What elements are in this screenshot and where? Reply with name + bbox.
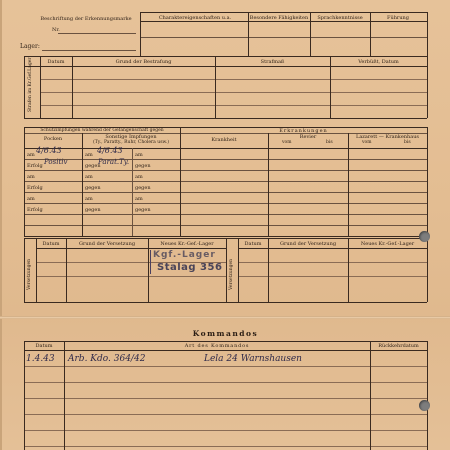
stalag-stamp bbox=[150, 250, 225, 274]
fuehrung-header: Führung bbox=[387, 15, 409, 21]
versetz-col-rule-r1 bbox=[268, 238, 269, 302]
charakter-header: Charaktereigenschaften u.a. bbox=[158, 15, 232, 21]
versetz-datum-l: Datum bbox=[42, 241, 60, 247]
kommandos-right-border bbox=[427, 341, 428, 450]
sonstige-subheader: (Ty., Paratty., Ruhr, Cholera usw.) bbox=[92, 140, 170, 145]
versetz-side-label-left: Versetzungen bbox=[27, 258, 32, 290]
versetz-side-label-right: Versetzungen bbox=[229, 258, 234, 290]
kommandos-row-rule-3 bbox=[24, 398, 427, 399]
stamp-line-2: Stalag 356 bbox=[157, 262, 223, 273]
strafen-col-rule-3 bbox=[330, 56, 331, 118]
lager-label: Lager: bbox=[20, 43, 40, 50]
strafen-col-rule-2 bbox=[215, 56, 216, 118]
punch-hole-lower bbox=[419, 400, 430, 411]
hw-sonstige-date: 4/6.43 bbox=[97, 146, 123, 155]
kommandos-row-rule-1 bbox=[24, 366, 427, 367]
header-col-rule-1 bbox=[140, 12, 141, 56]
header-col-rule-4 bbox=[370, 12, 371, 56]
impf-col-rule-5 bbox=[348, 133, 349, 236]
versetz-col-rule-r2 bbox=[348, 238, 349, 302]
lager-field-line bbox=[42, 50, 136, 51]
versetz-row-rule-r2 bbox=[238, 276, 427, 277]
sonstige-gegen-2: gegen bbox=[85, 185, 101, 191]
kommandos-row-rule-2 bbox=[24, 382, 427, 383]
card-edge-left bbox=[0, 0, 2, 450]
versetz-side-divider-r bbox=[238, 238, 239, 302]
faehigkeiten-header: Besondere Fähigkeiten bbox=[249, 15, 309, 21]
impf-col-rule-4 bbox=[268, 133, 269, 236]
kommandos-row-rule-6 bbox=[24, 446, 427, 447]
impf-row-rule-4 bbox=[24, 192, 427, 193]
pocken-am-3: am bbox=[27, 196, 35, 202]
impf-col-rule-1 bbox=[82, 133, 83, 236]
versetz-left-border bbox=[24, 238, 25, 302]
versetz-col-rule-l1 bbox=[66, 238, 67, 302]
nr-field-line bbox=[58, 33, 136, 34]
sonstige-gegen-6: gegen bbox=[135, 207, 151, 213]
strafen-top-rule bbox=[24, 56, 427, 57]
header-col-rule-3 bbox=[310, 12, 311, 56]
hw-kommando-place: Lela 24 Warnshausen bbox=[204, 354, 302, 364]
versetz-grund-r: Grund der Versetzung bbox=[279, 241, 337, 247]
strafen-left-border bbox=[24, 56, 25, 118]
kommandos-title: Kommandos bbox=[192, 329, 259, 338]
pocken-erfolg-3: Erfolg bbox=[27, 207, 43, 213]
versetz-row-rule-l2 bbox=[36, 276, 226, 277]
nr-label: Nr. bbox=[52, 27, 60, 33]
hw-paraty: Parat.Ty. bbox=[98, 158, 130, 166]
header-top-rule bbox=[140, 12, 427, 13]
impf-header-rule bbox=[24, 148, 427, 149]
erkrankungen-title: Erkrankungen bbox=[279, 128, 328, 134]
strafen-grund-header: Grund der Bestrafung bbox=[115, 59, 172, 65]
strafen-datum-header: Datum bbox=[47, 59, 65, 65]
strafen-right-border bbox=[427, 56, 428, 118]
header-under-rule bbox=[140, 21, 427, 22]
kommandos-row-rule-5 bbox=[24, 430, 427, 431]
strafen-row-rule-2 bbox=[40, 92, 427, 93]
stamp-line-1: Kgf.-Lager bbox=[153, 250, 216, 260]
header-col-rule-2 bbox=[248, 12, 249, 56]
kommandos-art-header: Art des Kommandos bbox=[184, 343, 250, 349]
versetz-header-rule-right bbox=[238, 248, 427, 249]
hw-pocken-date: 4/6.43 bbox=[36, 146, 62, 155]
kommandos-col-rule-1 bbox=[64, 341, 65, 450]
header-col-rule-5 bbox=[427, 12, 428, 56]
sonstige-am-5: am bbox=[135, 174, 143, 180]
pocken-am-2: am bbox=[27, 174, 35, 180]
erkennungsmarke-label: Beschriftung der Erkennungsmarke bbox=[40, 16, 132, 22]
sonstige-header: Sonstige Impfungen bbox=[105, 134, 157, 140]
revier-header: Revier bbox=[299, 134, 317, 140]
strafen-col-rule-1 bbox=[72, 56, 73, 118]
kommandos-datum-header: Datum bbox=[35, 343, 53, 349]
versetz-neues-l: Neues Kr.-Gef.-Lager bbox=[160, 241, 214, 247]
revier-vom: vom bbox=[282, 140, 292, 145]
pocken-am-1: am bbox=[27, 152, 35, 158]
impf-row-rule-3 bbox=[24, 181, 427, 182]
strafen-verbuesst-header: Verbüßt, Datum bbox=[358, 59, 399, 65]
kommandos-col-rule-2 bbox=[370, 341, 371, 450]
sonstige-gegen-3: gegen bbox=[85, 207, 101, 213]
punch-hole-upper bbox=[419, 231, 430, 242]
impf-bottom-rule bbox=[24, 236, 427, 237]
sonstige-gegen-4: gegen bbox=[135, 163, 151, 169]
strafen-row-rule-3 bbox=[40, 105, 427, 106]
kommandos-left-border bbox=[24, 341, 25, 450]
versetz-row-rule-r1 bbox=[238, 262, 427, 263]
krankheit-header: Krankheit bbox=[211, 137, 237, 143]
kommandos-row-rule-4 bbox=[24, 414, 427, 415]
strafen-bottom-rule bbox=[24, 118, 427, 119]
sonstige-am-3: am bbox=[85, 196, 93, 202]
lazarett-vom: vom bbox=[362, 140, 372, 145]
versetz-header-rule-left bbox=[36, 248, 226, 249]
strafen-side-label: Strafen im Kr.Gef.Lager bbox=[28, 57, 33, 112]
versetz-bottom-rule bbox=[24, 302, 427, 303]
impf-title: Schutzimpfungen während der Gefangenschaft gegen bbox=[40, 128, 164, 133]
paper-fold bbox=[0, 316, 450, 319]
versetz-neues-r: Neues Kr.-Gef.-Lager bbox=[360, 241, 415, 247]
pocken-erfolg-2: Erfolg bbox=[27, 185, 43, 191]
pocken-erfolg-1: Erfolg bbox=[27, 163, 43, 169]
lazarett-header: Lazarett — Krankenhaus bbox=[356, 134, 419, 140]
sonstige-gegen-1: gegen bbox=[85, 163, 101, 169]
sprachen-header: Sprachkenntnisse bbox=[317, 15, 363, 21]
versetz-col-rule-l2 bbox=[148, 238, 149, 302]
strafen-side-divider bbox=[40, 56, 41, 118]
impf-row-rule-6 bbox=[24, 214, 427, 215]
versetz-side-divider-l bbox=[36, 238, 37, 302]
versetz-right-border bbox=[427, 238, 428, 302]
kommandos-top-rule bbox=[24, 341, 427, 342]
lazarett-bis: bis bbox=[404, 140, 411, 145]
sonstige-am-6: am bbox=[135, 196, 143, 202]
impf-col-rule-2 bbox=[132, 148, 133, 236]
strafen-row-rule-1 bbox=[40, 79, 427, 80]
hw-kommando-date: 1.4.43 bbox=[26, 354, 55, 364]
sonstige-am-1: am bbox=[85, 152, 93, 158]
versetz-grund-l: Grund der Versetzung bbox=[78, 241, 136, 247]
sonstige-gegen-5: gegen bbox=[135, 185, 151, 191]
kommandos-rueckkehr-header: Rückkehrdatum bbox=[378, 343, 419, 349]
impf-row-rule-1 bbox=[24, 159, 427, 160]
sonstige-am-2: am bbox=[85, 174, 93, 180]
impf-right-border bbox=[427, 127, 428, 236]
revier-bis: bis bbox=[326, 140, 333, 145]
impf-col-rule-3 bbox=[180, 127, 181, 236]
impf-left-border bbox=[24, 127, 25, 236]
versetz-datum-r: Datum bbox=[244, 241, 262, 247]
sonstige-am-4: am bbox=[135, 152, 143, 158]
impf-row-rule-5 bbox=[24, 203, 427, 204]
strafen-strafmass-header: Strafmaß bbox=[260, 59, 285, 65]
hw-pocken-erfolg: Positiv bbox=[44, 158, 68, 166]
pocken-header: Pocken bbox=[43, 136, 63, 142]
hw-kommando-art: Arb. Kdo. 364/42 bbox=[68, 354, 146, 364]
impf-row-rule-7 bbox=[24, 225, 427, 226]
header-mid-rule bbox=[140, 37, 427, 38]
kommandos-header-rule bbox=[24, 350, 427, 351]
versetz-col-rule-l3 bbox=[226, 238, 227, 302]
impf-row-rule-2 bbox=[24, 170, 427, 171]
strafen-header-rule bbox=[24, 66, 427, 67]
